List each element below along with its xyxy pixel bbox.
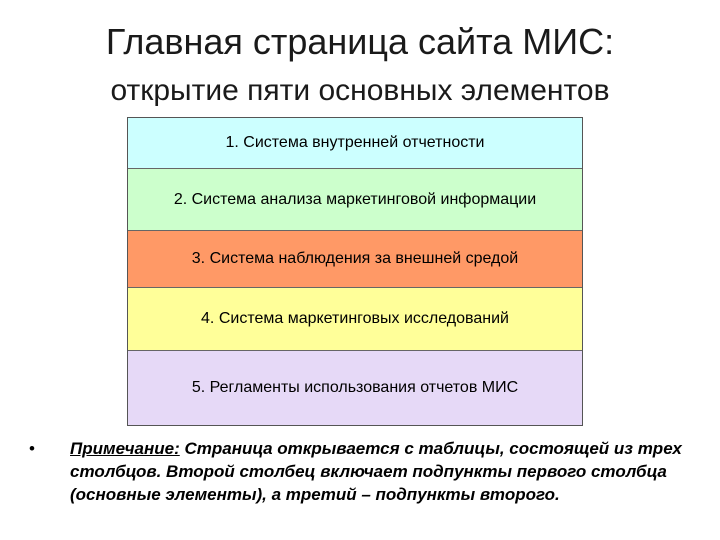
note [29,437,699,506]
element-2: 2. Система анализа маркетинговой информации [128,169,582,231]
element-4: 4. Система маркетинговых исследований [128,288,582,351]
bullet-icon: • [29,439,35,458]
note-text-block [70,437,699,506]
element-1: 1. Система внутренней отчетности [128,118,582,169]
note-label: Примечание: [70,439,180,458]
slide-title: Главная страница сайта МИС: [105,21,615,62]
note-body: Страница открывается с таблицы, состоящей из трех столбцов. Второй столбец включает подпункты первого столбца (основные элементы), а третий – подпункты второго. [70,439,682,504]
element-3: 3. Система наблюдения за внешней средой [128,231,582,288]
slide-subtitle: открытие пяти основных элементов [110,74,610,107]
element-5: 5. Регламенты использования отчетов МИС [128,351,582,425]
elements-stack [127,117,583,426]
